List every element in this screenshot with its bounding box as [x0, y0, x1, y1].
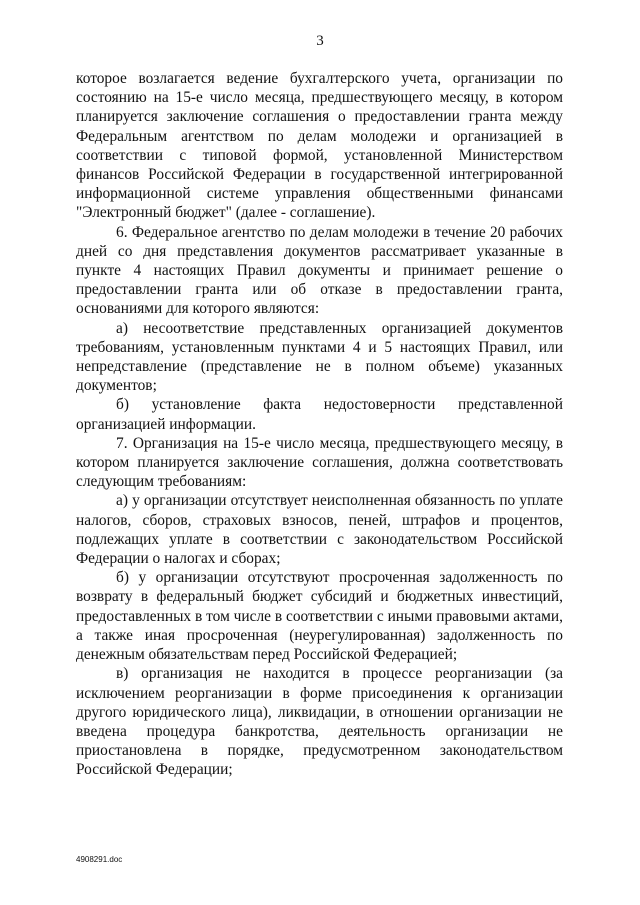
paragraph-item-6: 6. Федеральное агентство по делам молодежи в течение 20 рабочих дней со дня представления документов рассматривает указанные в пункте 4 настоящих Правил документы и принимает решение о предоставлении гранта или об отказе в предоставлении гранта, основаниями для которого являются: — [76, 223, 563, 318]
paragraph-item-7a: а) у организации отсутствует неисполненная обязанность по уплате налогов, сборов, страховых взносов, пеней, штрафов и процентов, подлежащих уплате в соответствии с законодательством Российской Федерации о налогах и сборах; — [76, 492, 563, 568]
paragraph-item-7: 7. Организация на 15-е число месяца, предшествующего месяцу, в котором планируется заключение соглашения, должна соответствовать следующим требованиям: — [76, 434, 563, 491]
paragraph-item-6a: а) несоответствие представленных организацией документов требованиям, установленным пунктами 4 и 5 настоящих Правил, или непредставление (представление не в полном объеме) указанных документов; — [76, 319, 563, 395]
paragraph-item-6b: б) установление факта недостоверности представленной организацией информации. — [76, 396, 563, 433]
paragraph-continuation: которое возлагается ведение бухгалтерского учета, организации по состоянию на 15-е число месяца, предшествующего месяцу, в котором планируется заключение соглашения о предоставлении гранта между Федеральным агентством по делам молодежи и организацией в соответствии с типовой формой, установленной Министерством финансов Российской Федерации в государственной интегрированной информационной системе управления общественными финансами "Электронный бюджет" (далее - соглашение). — [76, 70, 563, 222]
document-body — [76, 69, 563, 780]
paragraph-item-7b: б) у организации отсутствуют просроченная задолженность по возврату в федеральный бюджет субсидий и бюджетных инвестиций, предоставленных в том числе в соответствии с иными правовыми актами, а также иная просроченная (неурегулированная) задолженность по денежным обязательствам перед Российской Федерацией; — [76, 569, 563, 664]
page-number: 3 — [316, 33, 324, 49]
document-file-code: 4908291.doc — [76, 855, 123, 864]
paragraph-item-7v: в) организация не находится в процессе реорганизации (за исключением реорганизации в форме присоединения к организации другого юридического лица), ликвидации, в отношении организации не введена процедура банкротства, деятельность организации не приостановлена в порядке, предусмотренном законодательством Российской Федерации; — [76, 665, 563, 779]
